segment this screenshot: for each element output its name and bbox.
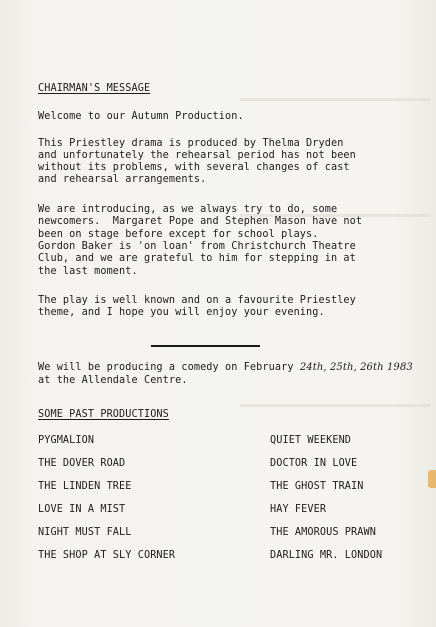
welcome-line: Welcome to our Autumn Production. [38, 111, 244, 122]
past-productions-heading: SOME PAST PRODUCTIONS [38, 409, 169, 420]
production-title: PYGMALION [38, 435, 95, 446]
production-title: THE SHOP AT SLY CORNER [38, 550, 176, 561]
paper-stain [428, 470, 436, 488]
production-title: THE AMOROUS PRAWN [270, 527, 376, 538]
para2-line: Club, and we are grateful to him for stepping in at [38, 253, 356, 264]
para2-line: the last moment. [38, 266, 138, 277]
show-through-mark [240, 98, 430, 101]
para2-line: We are introducing, as we always try to do, some [38, 204, 338, 215]
production-title: THE GHOST TRAIN [270, 481, 364, 492]
production-title: LOVE IN A MIST [38, 504, 126, 515]
production-title: THE LINDEN TREE [38, 481, 132, 492]
section-divider [151, 345, 260, 347]
para2-line: Gordon Baker is 'on loan' from Christchurch Theatre [38, 241, 356, 252]
para2-line: been on stage before except for school plays. [38, 229, 319, 240]
para1-line: without its problems, with several changes of cast [38, 162, 350, 173]
para1-line: and unfortunately the rehearsal period has not been [38, 150, 356, 161]
production-title: QUIET WEEKEND [270, 435, 352, 446]
production-title: DARLING MR. LONDON [270, 550, 383, 561]
past-productions-left [38, 435, 175, 573]
para3-line: theme, and I hope you will enjoy your evening. [38, 307, 325, 318]
para3-line: The play is well known and on a favourite Priestley [38, 295, 356, 306]
show-through-mark [240, 404, 430, 407]
para1-line: and rehearsal arrangements. [38, 174, 207, 185]
past-productions-right [270, 435, 382, 573]
venue-line: at the Allendale Centre. [38, 375, 188, 386]
production-title: DOCTOR IN LOVE [270, 458, 358, 469]
production-title: HAY FEVER [270, 504, 327, 515]
next-production-line: We will be producing a comedy on February 24th, 25th, 26th 1983 [38, 362, 413, 373]
chairman-heading: CHAIRMAN'S MESSAGE [38, 83, 151, 94]
production-title: NIGHT MUST FALL [38, 527, 132, 538]
production-title: THE DOVER ROAD [38, 458, 126, 469]
para2-line: newcomers. Margaret Pope and Stephen Mason have not [38, 216, 363, 227]
handwritten-dates: 24th, 25th, 26th 1983 [299, 362, 413, 373]
para1-line: This Priestley drama is produced by Thelma Dryden [38, 138, 344, 149]
